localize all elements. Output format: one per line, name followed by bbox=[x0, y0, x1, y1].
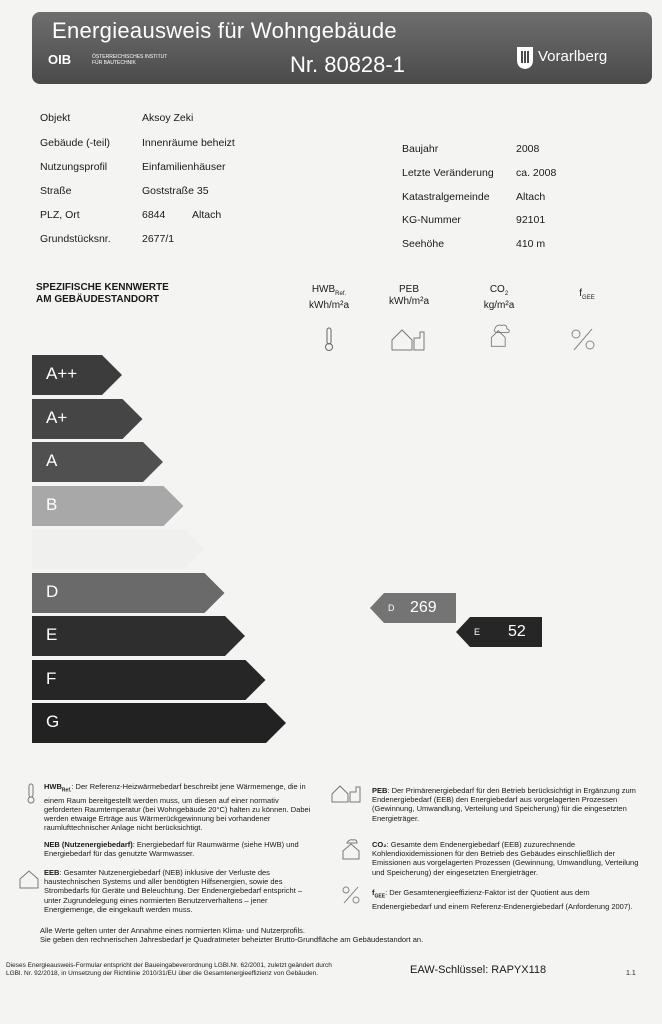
vorarlberg-crest-icon bbox=[516, 46, 534, 70]
energy-class-label: B bbox=[46, 494, 58, 514]
energy-class-g bbox=[32, 703, 286, 743]
co2-sub: 2 bbox=[504, 291, 509, 297]
energy-class-d bbox=[32, 573, 225, 613]
legend-eeb-text: : Gesamter Nutzenergiebedarf (NEB) inklusive der Verluste des haustechnischen Systems und aller benötigten Hilfsenergien, sowie des Strombedarfs für Geräte und Beleuchtung. Der Endenergiebedarf entspricht – unter Zugrundelegung eines normierten Benutzerverhaltens – jener Energiemenge, die eingekauft werden muss. bbox=[44, 868, 303, 914]
peb-title: PEB bbox=[398, 284, 419, 295]
legend-eeb bbox=[44, 868, 314, 914]
house-factory-icon bbox=[390, 326, 430, 352]
energy-class-label: D bbox=[46, 581, 59, 601]
co2-unit: kg/m²a bbox=[483, 300, 515, 311]
label-baujahr: Baujahr bbox=[402, 143, 439, 155]
eaw-key: EAW-Schlüssel: RAPYX118 bbox=[410, 964, 547, 976]
value-plz: 6844 bbox=[142, 209, 166, 221]
legend-peb-text: : Der Primärenergiebedarf für den Betrieb berücksichtigt in Ergänzung zum Endenergiebedarf (EEB) den Energiebedarf aus vorgelagerten Prozessen (Gewinnung, Umwandlung, Verteilung und Speicherung) für die eingesetzten Energieträger. bbox=[372, 786, 636, 823]
energy-class-aplus bbox=[32, 399, 143, 439]
legend-house-factory-icon bbox=[330, 782, 366, 804]
oib-logo-subtitle: ÖSTERREICHISCHES INSTITUT FÜR BAUTECHNIK bbox=[92, 54, 168, 66]
legend-thermometer-icon bbox=[20, 782, 42, 804]
energy-class-label: A bbox=[46, 451, 58, 470]
energy-class-label: E bbox=[46, 625, 58, 644]
legend-eeb-term: EEB bbox=[44, 868, 60, 877]
column-fgee bbox=[552, 288, 622, 304]
certificate-number: Nr. 80828-1 bbox=[290, 52, 405, 77]
label-grundstuecksnr: Grundstücksnr. bbox=[40, 233, 111, 245]
energy-class-label: G bbox=[46, 712, 60, 731]
peb-class-label: D bbox=[388, 603, 395, 613]
label-plz-ort: PLZ, Ort bbox=[40, 209, 80, 221]
legend-note-line1: Alle Werte gelten unter der Annahme eines normierten Klima- und Nutzerprofils. bbox=[40, 926, 305, 935]
energy-class-shape bbox=[32, 703, 286, 743]
certificate-header bbox=[32, 12, 652, 84]
legend-house-icon bbox=[18, 868, 40, 890]
value-letzte-veraenderung: ca. 2008 bbox=[516, 167, 557, 179]
value-nutzungsprofil: Einfamilienhäuser bbox=[142, 161, 226, 173]
fgee-sub: GEE bbox=[582, 295, 595, 301]
page-number: 1.1 bbox=[626, 970, 636, 977]
energy-class-shape bbox=[32, 573, 225, 613]
label-letzte-veraenderung: Letzte Veränderung bbox=[402, 167, 494, 179]
hwb-unit: kWh/m²a bbox=[309, 300, 349, 311]
value-grundstuecksnr: 2677/1 bbox=[142, 233, 175, 245]
kennwerte-heading bbox=[36, 282, 169, 306]
footer-legal-line2: LGBl. Nr. 92/2018, in Umsetzung der Richtlinie 2010/31/EU über die Gesamtenergieeffizienz von Gebäuden. bbox=[6, 970, 319, 977]
legend-co2 bbox=[372, 840, 642, 877]
legend-neb-term: NEB (Nutzenergiebedarf) bbox=[44, 840, 133, 849]
label-gebaeude: Gebäude (-teil) bbox=[40, 137, 111, 149]
oib-logo: OIB bbox=[48, 52, 72, 67]
hwb-title: HWB bbox=[311, 284, 336, 295]
house-cloud-icon bbox=[484, 322, 516, 348]
legend-co2-text: : Gesamte dem Endenergiebedarf (EEB) zuzurechnende Kohlendioxidemissionen für den Betrieb des Gebäudes einschließlich der Emissionen aus vorgelagerten Prozessen (Gewinnung, Umwandlung, Verteilung und Speicherung) der eingesetzten Energieträger. bbox=[372, 840, 639, 877]
value-ort: Altach bbox=[192, 209, 222, 221]
co2-title: CO bbox=[489, 284, 505, 295]
legend-fgee-text: : Der Gesamtenergieeffizienz-Faktor ist der Quotient aus dem Endenergiebedarf und einem Referenz-Endenergiebedarf (Anforderung 2007). bbox=[372, 888, 633, 911]
label-katastralgemeinde: Katastralgemeinde bbox=[402, 191, 490, 203]
energy-class-f bbox=[32, 660, 266, 700]
column-co2 bbox=[464, 284, 534, 312]
column-peb bbox=[374, 284, 444, 308]
legend-hwb-text: : Der Referenz-Heizwärmebedarf beschreibt jene Wärmemenge, die in einem Raum bereitgestellt werden muss, um diesen auf einer normativ geforderten Raumtemperatur (bei Wohngebäude 20°C) halten zu können. Dabei werden etwaige Erträge aus Wärmerückgewinnung bei vorhandener raumlufttechnischer Anlage nicht berücksichtigt. bbox=[44, 782, 311, 833]
legend-fgee bbox=[372, 888, 642, 911]
kennwerte-heading-line2: AM GEBÄUDESTANDORT bbox=[36, 294, 160, 305]
co2-value-shape bbox=[456, 617, 542, 647]
legend-fgee-term: f bbox=[372, 888, 375, 897]
energy-class-e bbox=[32, 616, 245, 656]
value-strasse: Goststraße 35 bbox=[142, 185, 209, 197]
peb-value-arrow bbox=[370, 593, 456, 623]
energy-class-c bbox=[32, 529, 204, 569]
legend-note-line2: Sie geben den rechnerischen Jahresbedarf je Quadratmeter beheizter Brutto-Grundfläche am Gebäudestandort an. bbox=[40, 935, 424, 945]
legend-neb-text: : Energiebedarf für Raumwärme (siehe HWB) und Energiebedarf für das genutzte Warmwasser. bbox=[44, 840, 299, 859]
fgee-title: f bbox=[579, 288, 583, 299]
value-katastralgemeinde: Altach bbox=[516, 191, 546, 203]
label-nutzungsprofil: Nutzungsprofil bbox=[40, 161, 108, 173]
value-baujahr: 2008 bbox=[516, 143, 540, 155]
column-hwb bbox=[294, 284, 364, 312]
page-title: Energieausweis für Wohngebäude bbox=[52, 18, 397, 43]
co2-value: 52 bbox=[508, 623, 526, 640]
legend-house-cloud-icon bbox=[340, 838, 362, 860]
peb-value: 269 bbox=[410, 599, 437, 616]
legend-hwb-sub: Ref. bbox=[61, 787, 72, 794]
energy-class-label: A+ bbox=[46, 407, 68, 427]
energy-class-shape bbox=[32, 660, 266, 700]
legend-fgee-sub: GEE bbox=[374, 893, 386, 900]
value-gebaeude: Innenräume beheizt bbox=[142, 137, 235, 149]
vorarlberg-logo: Vorarlberg bbox=[538, 48, 608, 65]
percent-icon bbox=[568, 326, 598, 352]
legend-hwb bbox=[44, 782, 314, 833]
label-seehoehe: Seehöhe bbox=[402, 238, 445, 250]
value-seehoehe: 410 m bbox=[516, 238, 546, 250]
value-kg-nummer: 92101 bbox=[516, 214, 546, 226]
value-objekt: Aksoy Zeki bbox=[142, 112, 194, 124]
legend-hwb-term: HWB bbox=[44, 782, 62, 791]
energy-class-aplusplus bbox=[32, 355, 122, 395]
legend-peb-term: PEB bbox=[372, 786, 388, 795]
thermometer-icon bbox=[316, 326, 342, 352]
energy-class-label: C bbox=[46, 538, 59, 557]
peb-unit: kWh/m²a bbox=[389, 296, 429, 307]
legend-neb bbox=[44, 840, 314, 858]
co2-value-arrow bbox=[456, 617, 542, 647]
label-strasse: Straße bbox=[40, 185, 72, 197]
hwb-sub: Ref. bbox=[335, 291, 347, 297]
energy-class-shape bbox=[32, 616, 245, 656]
energy-class-a bbox=[32, 442, 163, 482]
footer-legal bbox=[6, 962, 386, 978]
co2-class-label: E bbox=[474, 627, 481, 637]
energy-class-label: F bbox=[46, 668, 57, 688]
kennwerte-heading-line1: SPEZIFISCHE KENNWERTE bbox=[36, 282, 169, 293]
energy-class-b bbox=[32, 486, 184, 526]
legend-peb bbox=[372, 786, 642, 823]
label-objekt: Objekt bbox=[40, 112, 71, 124]
footer-legal-line1: Dieses Energieausweis-Formular entspricht der Baueingabeverordnung LGBl.Nr. 62/2001, zuletzt geändert durch bbox=[6, 962, 332, 969]
legend-note bbox=[40, 926, 640, 944]
legend-co2-term: CO₂ bbox=[372, 840, 387, 849]
energy-class-label: A++ bbox=[46, 364, 78, 383]
legend-percent-icon bbox=[340, 884, 362, 906]
label-kg-nummer: KG-Nummer bbox=[402, 214, 461, 226]
